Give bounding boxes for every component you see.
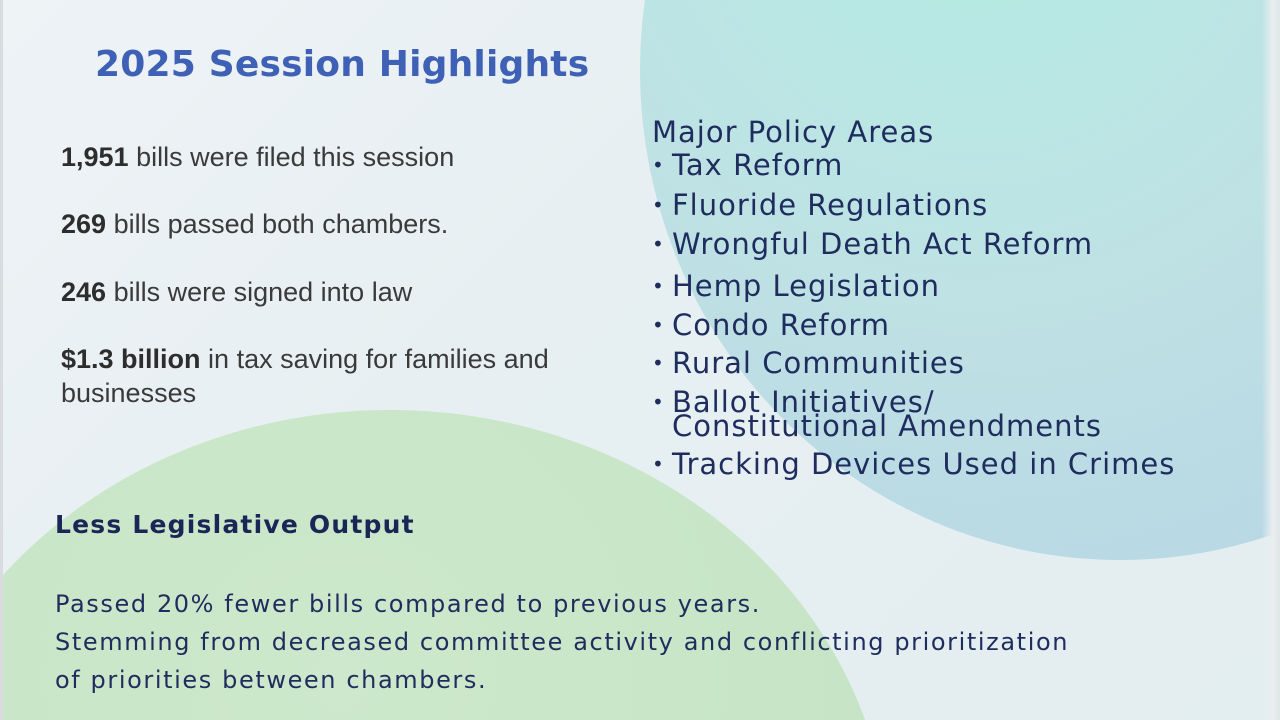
stat-tax-savings	[61, 342, 621, 410]
stat-text: in tax saving for families and businesses	[61, 344, 549, 408]
stat-value: 246	[61, 277, 107, 307]
bullet-icon: •	[652, 274, 665, 298]
policy-item-label: Wrongful Death Act Reform	[672, 227, 1094, 261]
output-line: of priorities between chambers.	[55, 666, 488, 694]
policy-item-label: Rural Communities	[672, 346, 965, 380]
list-item	[652, 385, 1142, 452]
policy-item-label: Fluoride Regulations	[672, 188, 989, 222]
stat-text: bills were filed this session	[128, 142, 455, 172]
list-item	[652, 447, 1252, 488]
stat-value: $1.3 billion	[61, 344, 201, 374]
bullet-icon: •	[652, 193, 665, 217]
stat-value: 269	[61, 209, 107, 239]
slide-right-edge	[1262, 0, 1280, 720]
policy-item-label: Ballot Initiatives/ Constitutional Amendments	[672, 385, 1102, 443]
slide-title: 2025 Session Highlights	[95, 44, 590, 85]
bullet-icon: •	[652, 390, 665, 414]
bullet-icon: •	[652, 452, 665, 476]
list-item	[652, 148, 1252, 193]
policy-item-label: Condo Reform	[672, 308, 891, 342]
bullet-icon: •	[652, 153, 665, 177]
policy-list	[652, 148, 1252, 488]
stat-text: bills were signed into law	[106, 277, 413, 307]
bullet-icon: •	[652, 232, 665, 256]
bullet-icon: •	[652, 313, 665, 337]
policy-item-label: Hemp Legislation	[672, 269, 940, 303]
policy-heading: Major Policy Areas	[652, 115, 935, 149]
output-body	[55, 585, 1235, 699]
stat-bills-filed	[61, 140, 454, 174]
policy-item-label: Tracking Devices Used in Crimes	[672, 447, 1176, 481]
output-line: Passed 20% fewer bills compared to previous years.	[55, 590, 761, 618]
stat-text: bills passed both chambers.	[106, 209, 449, 239]
bullet-icon: •	[652, 351, 665, 375]
stat-value: 1,951	[61, 142, 129, 172]
output-line: Stemming from decreased committee activity and conflicting prioritization	[55, 628, 1070, 656]
slide-left-edge	[0, 0, 3, 720]
output-heading: Less Legislative Output	[55, 510, 415, 539]
stat-bills-passed	[61, 207, 448, 241]
stat-bills-signed	[61, 275, 412, 309]
policy-item-label: Tax Reform	[672, 148, 844, 182]
list-item	[652, 227, 1252, 274]
policy-areas	[652, 114, 1252, 488]
